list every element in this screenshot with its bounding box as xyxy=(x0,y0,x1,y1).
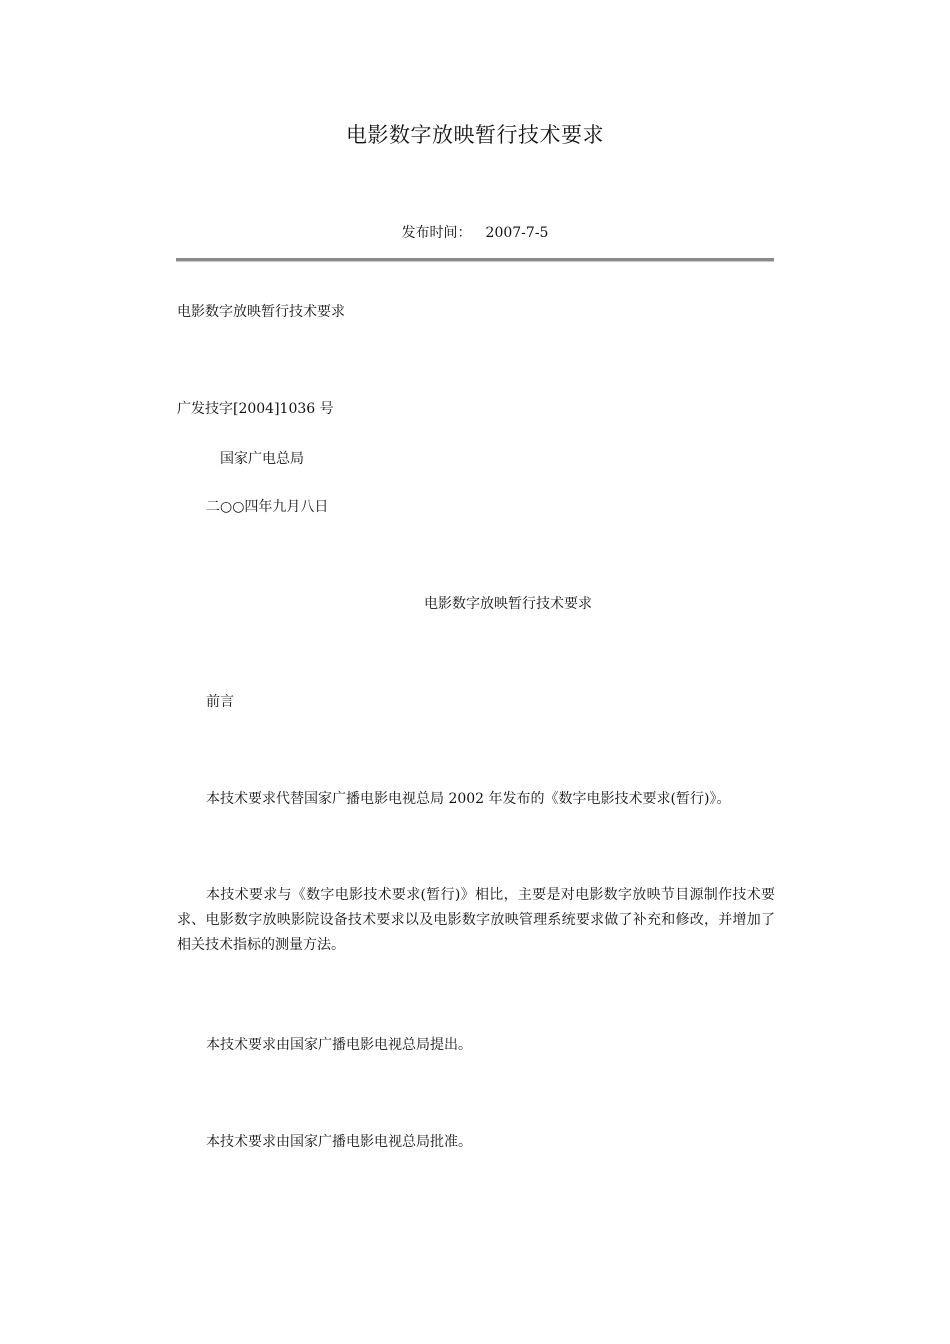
paragraph-4: 本技术要求由国家广播电影电视总局批准。 xyxy=(206,1134,472,1150)
document-title: 电影数字放映暂行技术要求 xyxy=(177,304,345,320)
paragraph-1: 本技术要求代替国家广播电影电视总局 2002 年发布的《数字电影技术要求(暂行)》。 xyxy=(206,791,731,807)
issuing-authority: 国家广电总局 xyxy=(220,451,304,467)
page-title: 电影数字放映暂行技术要求 xyxy=(346,123,604,147)
issue-date: 二○○四年九月八日 xyxy=(206,499,329,515)
publish-date-value: 2007-7-5 xyxy=(485,225,549,241)
header-divider xyxy=(176,258,774,262)
paragraph-3: 本技术要求由国家广播电影电视总局提出。 xyxy=(206,1037,472,1053)
publish-date-line xyxy=(0,223,950,243)
section-title: 电影数字放映暂行技术要求 xyxy=(424,596,592,612)
paragraph-2: 本技术要求与《数字电影技术要求(暂行)》相比，主要是对电影数字放映节目源制作技术要求、电影数字放映影院设备技术要求以及电影数字放映管理系统要求做了补充和修改，并增加了相关技术指标的测量方法。 xyxy=(177,887,775,953)
preface-heading: 前言 xyxy=(206,694,234,710)
publish-date-label: 发布时间： xyxy=(401,225,472,241)
document-number: 广发技字[2004]1036 号 xyxy=(177,401,334,417)
